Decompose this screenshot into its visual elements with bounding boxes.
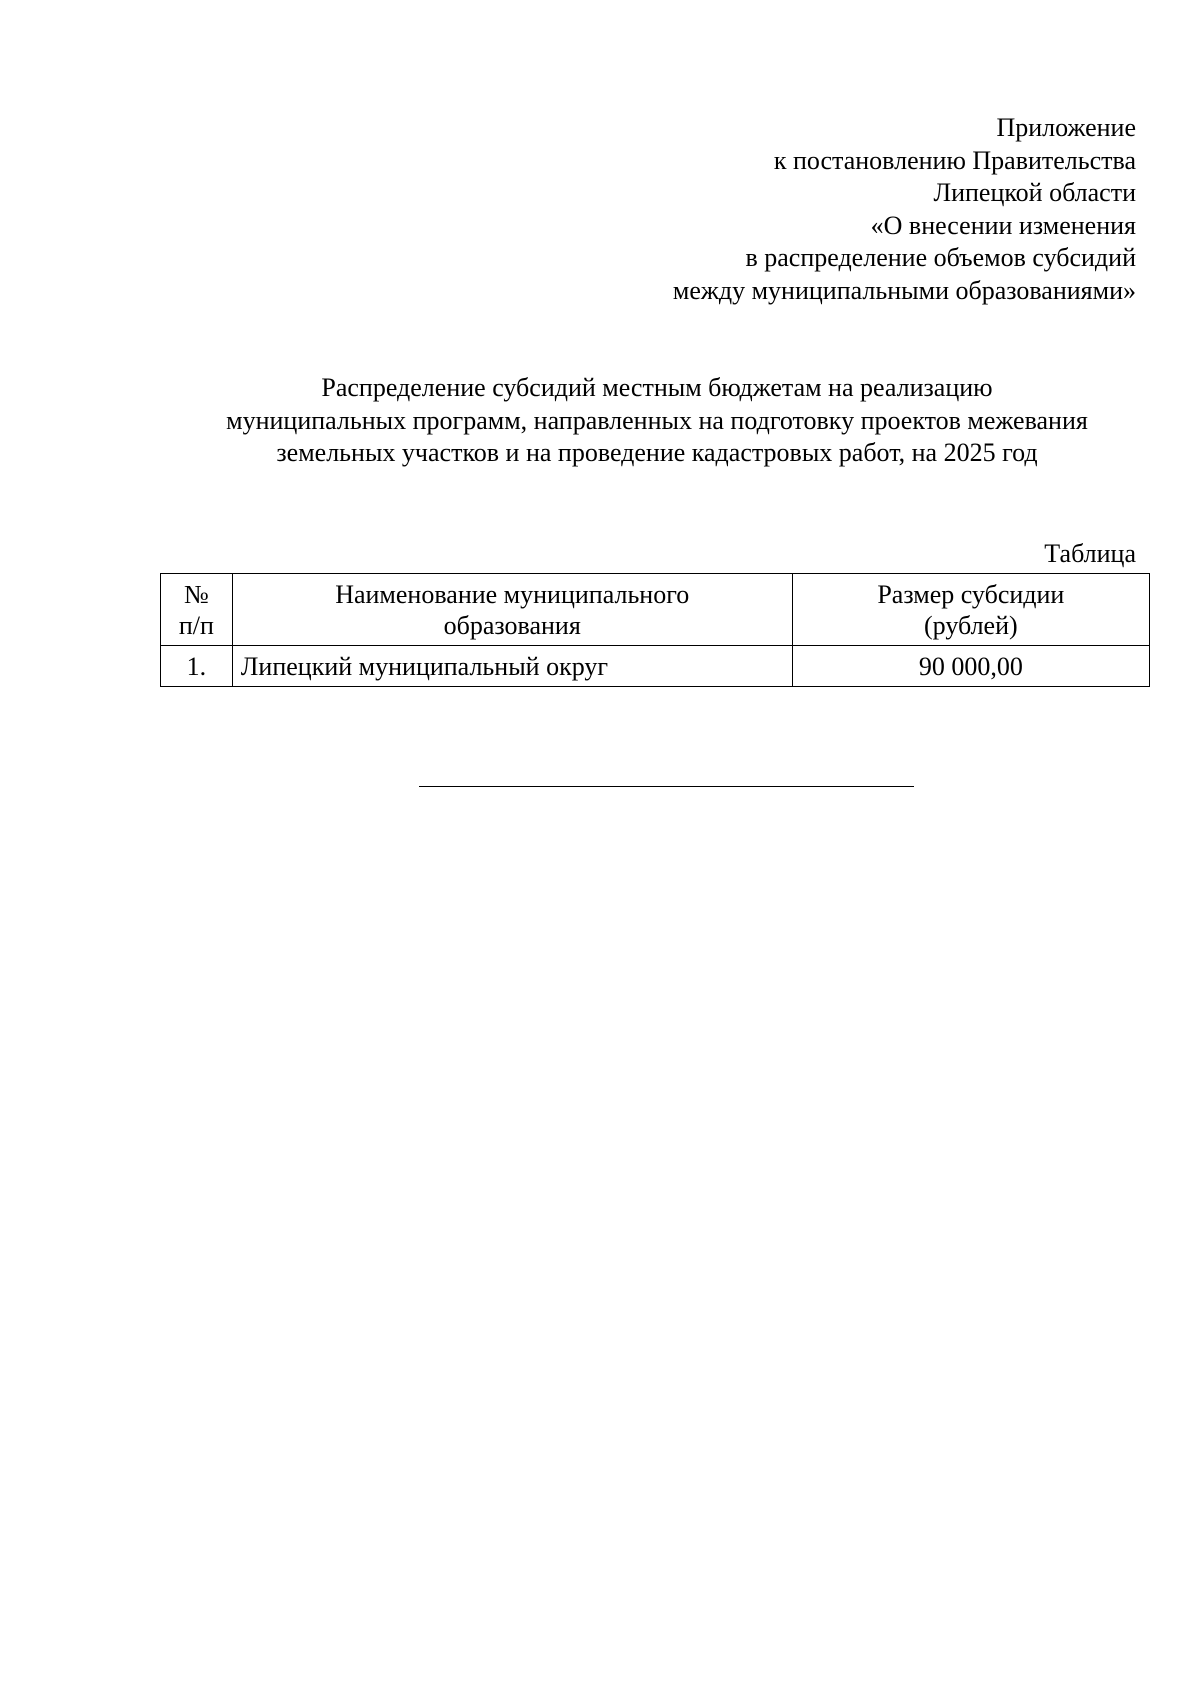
appendix-line: в распределение объемов субсидий <box>745 243 1136 272</box>
title-line: муниципальных программ, направленных на подготовку проектов межевания <box>226 405 1088 435</box>
header-municipality-line: Наименование муниципального <box>335 580 690 609</box>
appendix-line: к постановлению Правительства <box>773 145 1136 175</box>
header-amount-line: Размер субсидии <box>877 580 1065 609</box>
header-number-line: № <box>183 580 209 609</box>
appendix-line: «О внесении изменения <box>870 210 1136 240</box>
header-amount-line: (рублей) <box>924 611 1018 640</box>
header-number-line: п/п <box>178 611 214 640</box>
closing-rule <box>419 786 914 787</box>
header-municipality-line: образования <box>443 611 581 640</box>
title-line: Распределение субсидий местным бюджетам на реализацию <box>321 373 993 402</box>
header-amount <box>792 574 1149 646</box>
table-row <box>161 646 1150 687</box>
row-amount: 90 000,00 <box>792 646 1149 687</box>
table-header-row <box>161 574 1150 646</box>
title-line: земельных участков и на проведение кадастровых работ, на 2025 год <box>276 438 1038 467</box>
appendix-line: Липецкой области <box>933 178 1136 207</box>
appendix-line: Приложение <box>996 113 1136 142</box>
appendix-line: между муниципальными образованиями» <box>672 275 1136 305</box>
subsidy-table <box>160 573 1150 687</box>
header-number <box>161 574 233 646</box>
document-title <box>150 372 1164 470</box>
table-caption: Таблица <box>1044 539 1136 568</box>
row-number: 1. <box>161 646 233 687</box>
row-municipality: Липецкий муниципальный округ <box>232 646 792 687</box>
appendix-block <box>673 112 1136 307</box>
header-municipality <box>232 574 792 646</box>
